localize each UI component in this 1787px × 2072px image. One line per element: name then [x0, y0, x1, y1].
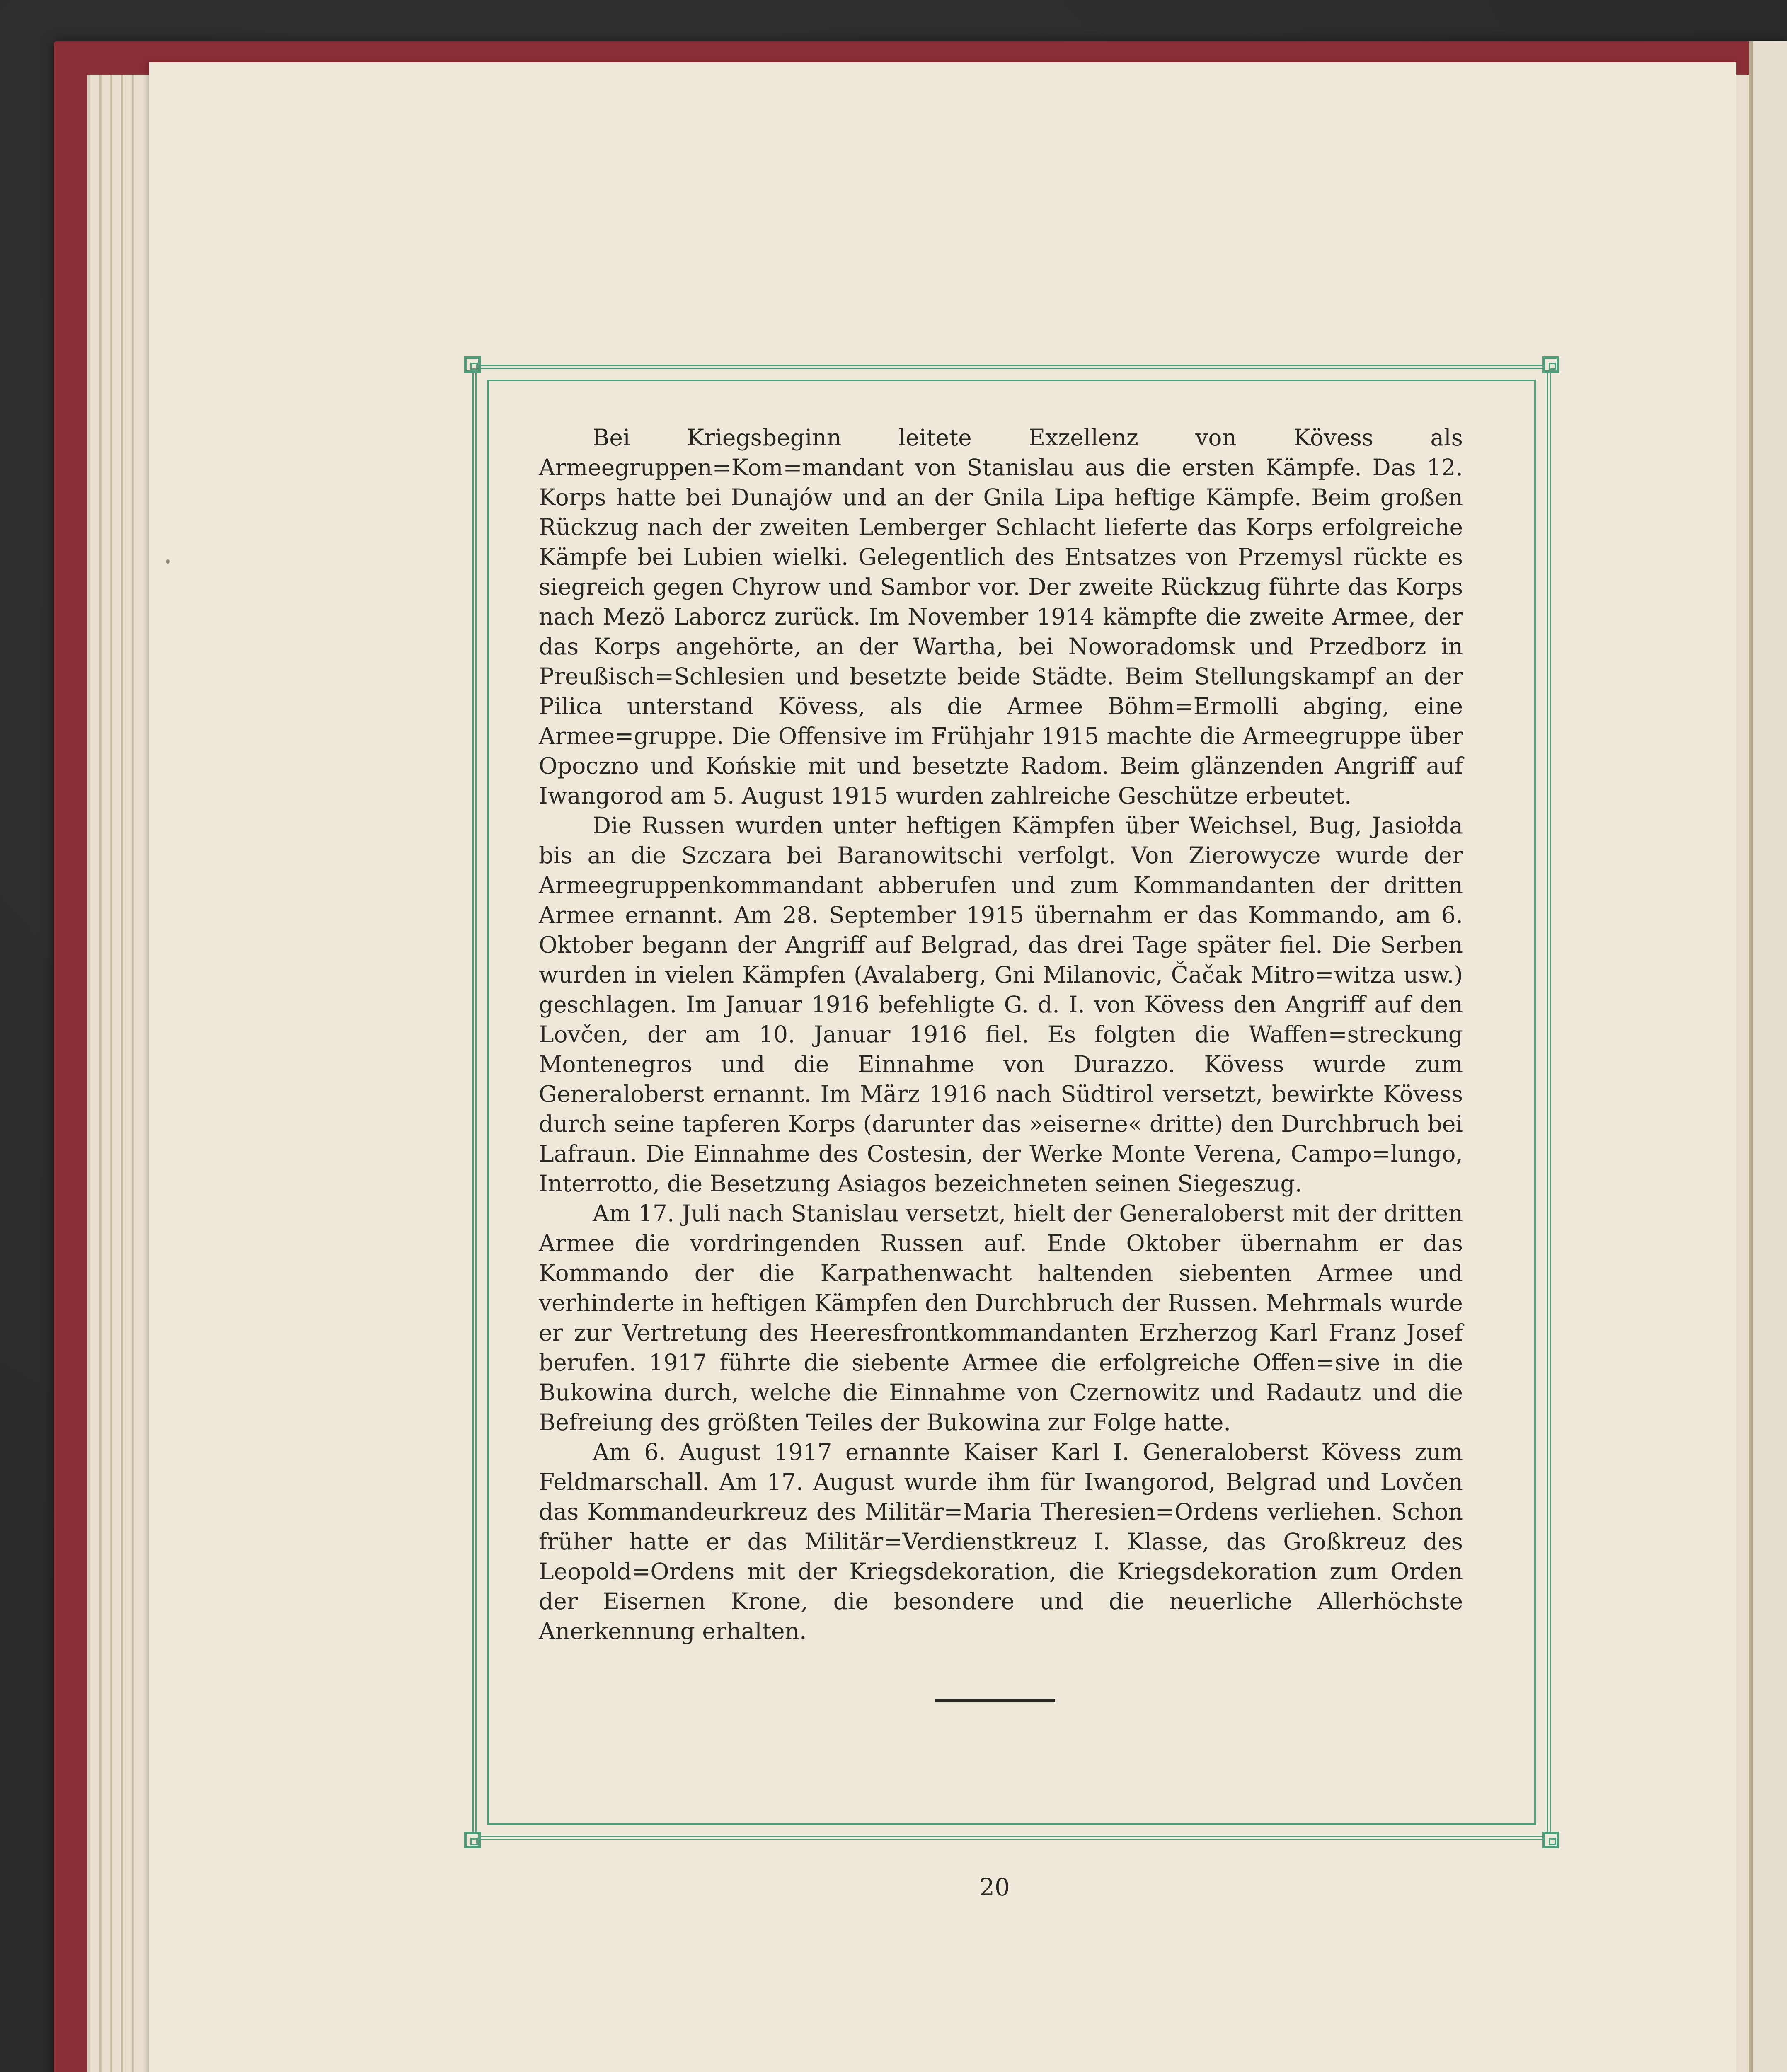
paragraph: Am 17. Juli nach Stanislau versetzt, hielt der Generaloberst mit der dritten Armee die vordringenden Russen auf. Ende Oktober übernahm er das Kommando der die Karpathenwacht haltenden siebenten Armee und verhinderte in heftigen Kämpfen den Durchbruch der Russen. Mehrmals wurde er zur Vertretung des Heeresfrontkommandanten Erzherzog Karl Franz Josef berufen. 1917 führte die siebente Armee die erfolgreiche Offen=sive in die Bukowina durch, welche die Einnahme von Czernowitz und Radautz und die Befreiung des größten Teiles der Bukowina zur Folge hatte.: [539, 1200, 1463, 1435]
frame-corner-ornament: [464, 356, 481, 373]
frame-corner-ornament: [1542, 1832, 1559, 1848]
paragraph: Am 6. August 1917 ernannte Kaiser Karl I. Generaloberst Kövess zum Feldmarschall. Am 17. August wurde ihm für Iwangorod, Belgrad und Lovčen das Kommandeurkreuz des Militär=Maria Theresien=Ordens verliehen. Schon früher hatte er das Militär=Verdienstkreuz I. Klasse, das Großkreuz des Leopold=Ordens mit der Kriegsdekoration, die Kriegsdekoration zum Orden der Eisernen Krone, die besondere und die neuerliche Allerhöchste Anerkennung erhalten.: [539, 1439, 1463, 1644]
frame-corner-ornament: [1542, 356, 1559, 373]
paper-speck: [166, 559, 170, 564]
paragraph: Bei Kriegsbeginn leitete Exzellenz von Kövess als Armeegruppen=Kom=mandant von Stanislau aus die ersten Kämpfe. Das 12. Korps hatte bei Dunajów und an der Gnila Lipa heftige Kämpfe. Beim großen Rückzug nach der zweiten Lemberger Schlacht lieferte das Korps erfolgreiche Kämpfe bei Lubien wielki. Gelegentlich des Entsatzes von Przemysl rückte es siegreich gegen Chyrow und Sambor vor. Der zweite Rückzug führte das Korps nach Mezö Laborcz zurück. Im November 1914 kämpfte die zweite Armee, der das Korps angehörte, an der Wartha, bei Noworadomsk und Przedborz in Preußisch=Schlesien und besetzte beide Städte. Beim Stellungskampf an der Pilica unterstand Kövess, als die Armee Böhm=Ermolli abging, eine Armee=gruppe. Die Offensive im Frühjahr 1915 machte die Armeegruppe über Opoczno und Końskie mit und besetzte Radom. Beim glänzenden Angriff auf Iwangorod am 5. August 1915 wurden zahlreiche Geschütze erbeutet.: [539, 424, 1463, 809]
paragraph: Die Russen wurden unter heftigen Kämpfen über Weichsel, Bug, Jasiołda bis an die Szczara bei Baranowitschi verfolgt. Von Zierowycze wurde der Armeegruppenkommandant abberufen und zum Kommandanten der dritten Armee ernannt. Am 28. September 1915 übernahm er das Kommando, am 6. Oktober begann der Angriff auf Belgrad, das drei Tage später fiel. Die Serben wurden in vielen Kämpfen (Avalaberg, Gni Milanovic, Čačak Mitro=witza usw.) geschlagen. Im Januar 1916 befehligte G. d. I. von Kövess den Angriff auf den Lovčen, der am 10. Januar 1916 fiel. Es folgten die Waffen=streckung Montenegros und die Einnahme von Durazzo. Kövess wurde zum Generaloberst ernannt. Im März 1916 nach Südtirol versetzt, bewirkte Kövess durch seine tapferen Korps (darunter das »eiserne« dritte) den Durchbruch bei Lafraun. Die Einnahme des Costesin, der Werke Monte Verena, Campo=lungo, Interrotto, die Besetzung Asiagos bezeichneten seinen Siegeszug.: [539, 812, 1463, 1197]
frame-corner-ornament: [464, 1832, 481, 1848]
page-edge: [132, 75, 134, 2072]
page-edge: [99, 75, 102, 2072]
page-edge: [110, 75, 112, 2072]
body-text: [539, 423, 1463, 1646]
facing-page-edge: [1749, 41, 1787, 2072]
page-number: 20: [979, 1873, 1010, 1901]
page-edge: [121, 75, 123, 2072]
closing-rule: [935, 1699, 1055, 1702]
